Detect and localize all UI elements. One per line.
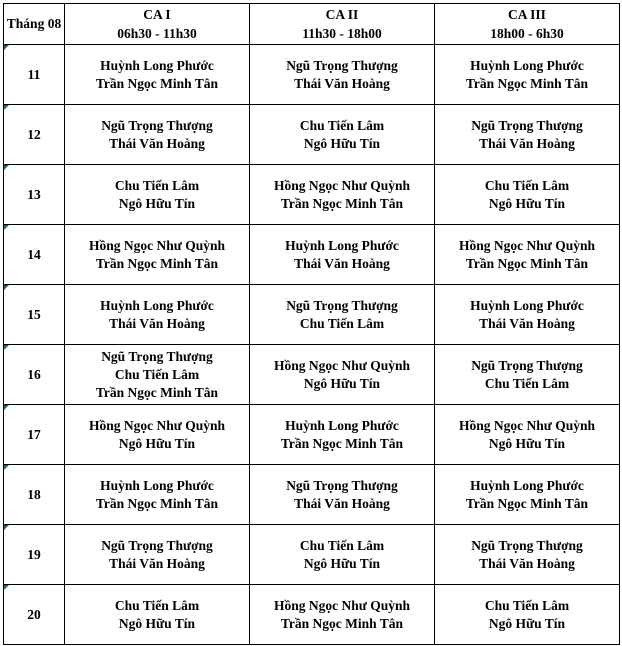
shift-cell-ca-2[interactable] [250,225,435,285]
staff-name: Huỳnh Long Phước [470,297,584,313]
staff-name: Ngô Hữu Tín [303,135,381,151]
day-number: 16 [27,366,41,382]
staff-name: Ngũ Trọng Thượng [101,537,213,553]
staff-name: Ngô Hữu Tín [488,195,566,211]
month-label: Tháng 08 [6,16,62,31]
staff-name: Hồng Ngọc Như Quỳnh [458,417,595,433]
day-number: 19 [27,546,41,562]
staff-name: Hồng Ngọc Như Quỳnh [88,417,225,433]
shift-cell-ca-2[interactable] [250,165,435,225]
staff-name: Ngũ Trọng Thượng [286,297,398,313]
shift-header-ca-2[interactable] [250,4,435,45]
staff-name: Ngũ Trọng Thượng [471,357,583,373]
shift-cell-ca-3[interactable] [435,165,620,225]
day-number: 20 [27,606,41,622]
staff-name: Trần Ngọc Minh Tân [280,615,404,631]
staff-name: Trần Ngọc Minh Tân [95,255,219,271]
shift-cell-ca-2[interactable] [250,285,435,345]
shift-cell-ca-2[interactable] [250,105,435,165]
staff-name: Thái Văn Hoàng [109,135,205,151]
staff-name: Ngô Hữu Tín [303,555,381,571]
staff-name: Ngô Hữu Tín [488,615,566,631]
shift-time: 06h30 - 11h30 [117,26,197,41]
shift-cell-ca-1[interactable] [65,45,250,105]
day-number: 17 [27,426,41,442]
day-number: 12 [27,126,41,142]
table-row [4,45,620,105]
staff-name: Hồng Ngọc Như Quỳnh [88,237,225,253]
shift-cell-ca-1[interactable] [65,105,250,165]
shift-header-ca-1[interactable] [65,4,250,45]
shift-cell-ca-1[interactable] [65,225,250,285]
staff-name: Chu Tiến Lâm [299,537,385,553]
shift-cell-ca-2[interactable] [250,585,435,645]
staff-name: Huỳnh Long Phước [470,57,584,73]
staff-name: Ngô Hữu Tín [488,435,566,451]
staff-name: Hồng Ngọc Như Quỳnh [273,357,410,373]
staff-name: Thái Văn Hoàng [294,495,390,511]
shift-cell-ca-2[interactable] [250,465,435,525]
staff-name: Huỳnh Long Phước [285,417,399,433]
day-cell[interactable] [4,585,65,645]
month-header-cell[interactable] [4,4,65,45]
staff-name: Trần Ngọc Minh Tân [280,195,404,211]
staff-name: Huỳnh Long Phước [100,477,214,493]
table-row [4,345,620,405]
cell-comment-marker-icon [4,405,9,410]
shift-title: CA III [508,7,546,22]
staff-name: Ngũ Trọng Thượng [101,348,213,364]
table-row [4,585,620,645]
staff-name: Thái Văn Hoàng [294,255,390,271]
shift-cell-ca-1[interactable] [65,585,250,645]
staff-name: Ngô Hữu Tín [118,195,196,211]
cell-comment-marker-icon [4,585,9,590]
staff-name: Thái Văn Hoàng [109,555,205,571]
staff-name: Huỳnh Long Phước [470,477,584,493]
table-row [4,105,620,165]
staff-name: Hồng Ngọc Như Quỳnh [273,177,410,193]
shift-cell-ca-3[interactable] [435,405,620,465]
cell-comment-marker-icon [4,465,9,470]
shift-title: CA II [325,7,359,22]
shift-cell-ca-3[interactable] [435,225,620,285]
day-number: 18 [27,486,41,502]
day-cell[interactable] [4,345,65,405]
staff-name: Chu Tiến Lâm [114,597,200,613]
staff-name: Thái Văn Hoàng [479,315,575,331]
table-row [4,405,620,465]
shift-time: 11h30 - 18h00 [302,26,382,41]
shift-cell-ca-2[interactable] [250,45,435,105]
day-cell[interactable] [4,465,65,525]
staff-name: Huỳnh Long Phước [100,297,214,313]
shift-cell-ca-2[interactable] [250,405,435,465]
shift-cell-ca-3[interactable] [435,345,620,405]
day-cell[interactable] [4,45,65,105]
staff-name: Trần Ngọc Minh Tân [95,75,219,91]
day-cell[interactable] [4,225,65,285]
day-cell[interactable] [4,525,65,585]
shift-cell-ca-1[interactable] [65,165,250,225]
day-number: 13 [27,186,41,202]
duty-schedule-table [3,3,620,645]
staff-name: Huỳnh Long Phước [285,237,399,253]
shift-header-ca-3[interactable] [435,4,620,45]
shift-title: CA I [143,7,171,22]
staff-name: Ngũ Trọng Thượng [471,117,583,133]
staff-name: Ngũ Trọng Thượng [286,57,398,73]
shift-cell-ca-1[interactable] [65,405,250,465]
shift-cell-ca-3[interactable] [435,525,620,585]
staff-name: Trần Ngọc Minh Tân [465,75,589,91]
staff-name: Trần Ngọc Minh Tân [95,384,219,400]
day-cell[interactable] [4,105,65,165]
day-cell[interactable] [4,285,65,345]
cell-comment-marker-icon [4,225,9,230]
staff-name: Ngô Hữu Tín [118,615,196,631]
day-number: 14 [27,246,41,262]
staff-name: Thái Văn Hoàng [479,135,575,151]
table-row [4,465,620,525]
cell-comment-marker-icon [4,105,9,110]
header-row [4,4,620,45]
staff-name: Trần Ngọc Minh Tân [95,495,219,511]
staff-name: Chu Tiến Lâm [484,597,570,613]
day-number: 15 [27,306,41,322]
table-row [4,285,620,345]
staff-name: Chu Tiến Lâm [299,315,385,331]
cell-comment-marker-icon [4,45,9,50]
shift-cell-ca-2[interactable] [250,525,435,585]
day-cell[interactable] [4,405,65,465]
staff-name: Trần Ngọc Minh Tân [280,435,404,451]
staff-name: Ngô Hữu Tín [303,375,381,391]
shift-cell-ca-1[interactable] [65,465,250,525]
staff-name: Chu Tiến Lâm [299,117,385,133]
shift-cell-ca-1[interactable] [65,285,250,345]
table-row [4,165,620,225]
staff-name: Ngô Hữu Tín [118,435,196,451]
day-cell[interactable] [4,165,65,225]
staff-name: Huỳnh Long Phước [100,57,214,73]
shift-cell-ca-1[interactable] [65,525,250,585]
staff-name: Hồng Ngọc Như Quỳnh [273,597,410,613]
staff-name: Thái Văn Hoàng [294,75,390,91]
staff-name: Thái Văn Hoàng [109,315,205,331]
staff-name: Chu Tiến Lâm [484,177,570,193]
staff-name: Hồng Ngọc Như Quỳnh [458,237,595,253]
staff-name: Chu Tiến Lâm [484,375,570,391]
shift-cell-ca-2[interactable] [250,345,435,405]
staff-name: Trần Ngọc Minh Tân [465,495,589,511]
shift-cell-ca-3[interactable] [435,285,620,345]
cell-comment-marker-icon [4,525,9,530]
staff-name: Chu Tiến Lâm [114,366,200,382]
cell-comment-marker-icon [4,165,9,170]
cell-comment-marker-icon [4,345,9,350]
staff-name: Trần Ngọc Minh Tân [465,255,589,271]
staff-name: Chu Tiến Lâm [114,177,200,193]
cell-comment-marker-icon [4,285,9,290]
staff-name: Ngũ Trọng Thượng [101,117,213,133]
shift-cell-ca-3[interactable] [435,585,620,645]
shift-cell-ca-3[interactable] [435,45,620,105]
staff-name: Ngũ Trọng Thượng [471,537,583,553]
table-row [4,225,620,285]
table-row [4,525,620,585]
schedule-body [4,45,620,645]
staff-name: Thái Văn Hoàng [479,555,575,571]
shift-cell-ca-1[interactable] [65,345,250,405]
shift-time: 18h00 - 6h30 [490,26,564,41]
staff-name: Ngũ Trọng Thượng [286,477,398,493]
day-number: 11 [27,66,41,82]
shift-cell-ca-3[interactable] [435,465,620,525]
shift-cell-ca-3[interactable] [435,105,620,165]
